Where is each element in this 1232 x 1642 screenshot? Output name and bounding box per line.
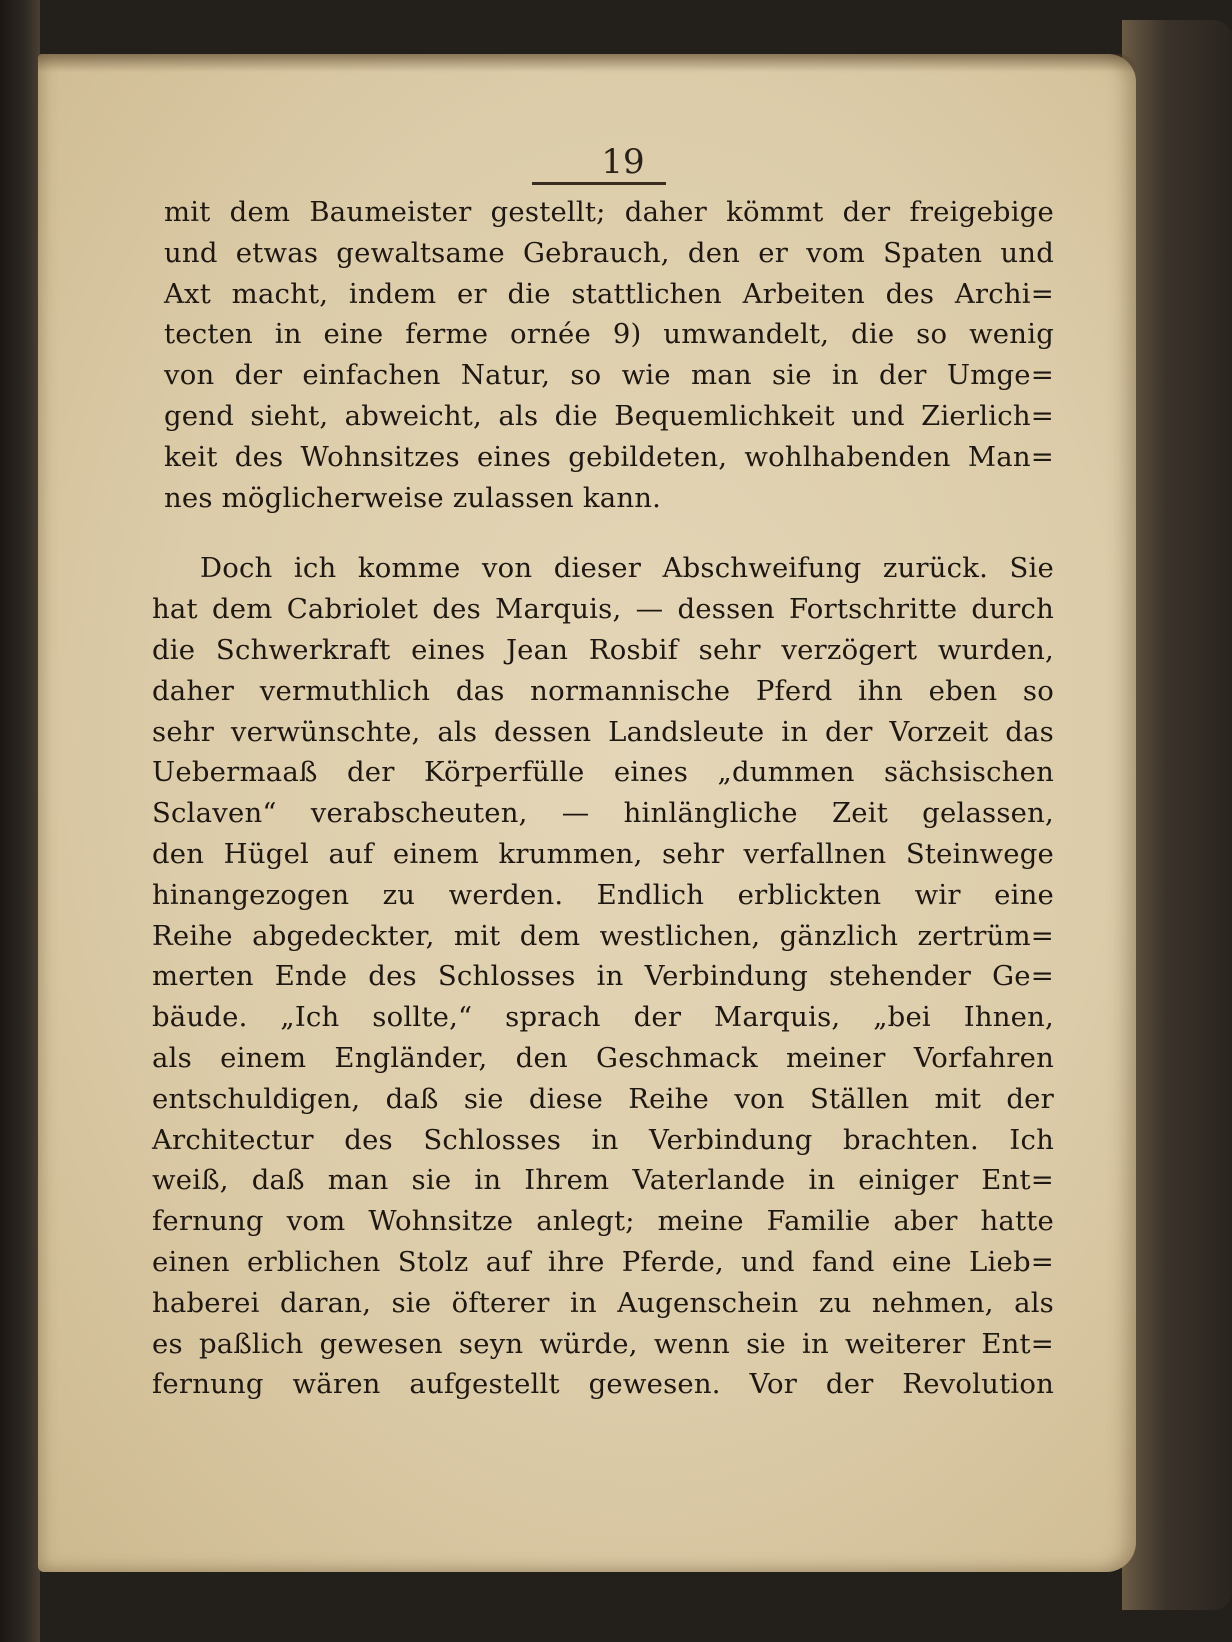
book-cover-edge <box>1122 20 1232 1610</box>
page-top-shadow <box>38 54 1136 72</box>
body-text <box>152 192 1054 1405</box>
text-line: keit des Wohnsitzes eines gebildeten, wohlhabenden Man= <box>164 440 1054 473</box>
text-line: als einem Engländer, den Geschmack meiner Vorfahren <box>152 1041 1054 1074</box>
paragraph-1 <box>164 192 1054 518</box>
text-line: Uebermaaß der Körperfülle eines „dummen sächsischen <box>152 756 1054 789</box>
text-line: von der einfachen Natur, so wie man sie in der Umge= <box>164 359 1054 392</box>
binding-gutter <box>0 0 40 1642</box>
text-line: und etwas gewaltsame Gebrauch, den er vom Spaten und <box>164 236 1054 269</box>
paragraph-2 <box>152 548 1054 1405</box>
text-line: Reihe abgedeckter, mit dem westlichen, gänzlich zertrüm= <box>152 919 1054 952</box>
page-number: 19 <box>601 142 645 182</box>
text-line: Sclaven“ verabscheuten, — hinlängliche Zeit gelassen, <box>152 797 1054 830</box>
page-number-rule <box>532 182 666 185</box>
text-line: haberei daran, sie öfterer in Augenschein zu nehmen, als <box>152 1286 1054 1319</box>
text-line: hat dem Cabriolet des Marquis, — dessen Fortschritte durch <box>152 593 1054 626</box>
page-sheet <box>38 54 1136 1572</box>
text-line: weiß, daß man sie in Ihrem Vaterlande in einiger Ent= <box>152 1164 1054 1197</box>
text-line: hinangezogen zu werden. Endlich erblickten wir eine <box>152 878 1054 911</box>
text-line: es paßlich gewesen seyn würde, wenn sie in weiterer Ent= <box>152 1327 1054 1360</box>
text-line: die Schwerkraft eines Jean Rosbif sehr verzögert wurden, <box>152 633 1054 666</box>
text-line: fernung wären aufgestellt gewesen. Vor der Revolution <box>152 1368 1054 1401</box>
text-line: sehr verwünschte, als dessen Landsleute in der Vorzeit das <box>152 715 1054 748</box>
text-line: bäude. „Ich sollte,“ sprach der Marquis, „bei Ihnen, <box>152 1001 1054 1034</box>
text-line: den Hügel auf einem krummen, sehr verfallnen Steinwege <box>152 837 1054 870</box>
text-line: daher vermuthlich das normannische Pferd ihn eben so <box>152 674 1054 707</box>
text-line: Doch ich komme von dieser Abschweifung zurück. Sie <box>200 552 1054 585</box>
text-line: Architectur des Schlosses in Verbindung brachten. Ich <box>152 1123 1054 1156</box>
text-line: nes möglicherweise zulassen kann. <box>164 481 662 514</box>
text-line: Axt macht, indem er die stattlichen Arbeiten des Archi= <box>164 277 1054 310</box>
text-line: fernung vom Wohnsitze anlegt; meine Familie aber hatte <box>152 1205 1054 1238</box>
text-line: einen erblichen Stolz auf ihre Pferde, und fand eine Lieb= <box>152 1245 1054 1278</box>
text-line: mit dem Baumeister gestellt; daher kömmt der freigebige <box>164 196 1054 228</box>
text-line: entschuldigen, daß sie diese Reihe von Ställen mit der <box>152 1082 1054 1115</box>
paragraph-gap <box>164 518 1054 548</box>
text-line: tecten in eine ferme ornée 9) umwandelt, die so wenig <box>164 318 1054 351</box>
text-line: gend sieht, abweicht, als die Bequemlichkeit und Zierlich= <box>164 399 1054 432</box>
text-line: merten Ende des Schlosses in Verbindung stehender Ge= <box>152 960 1054 993</box>
